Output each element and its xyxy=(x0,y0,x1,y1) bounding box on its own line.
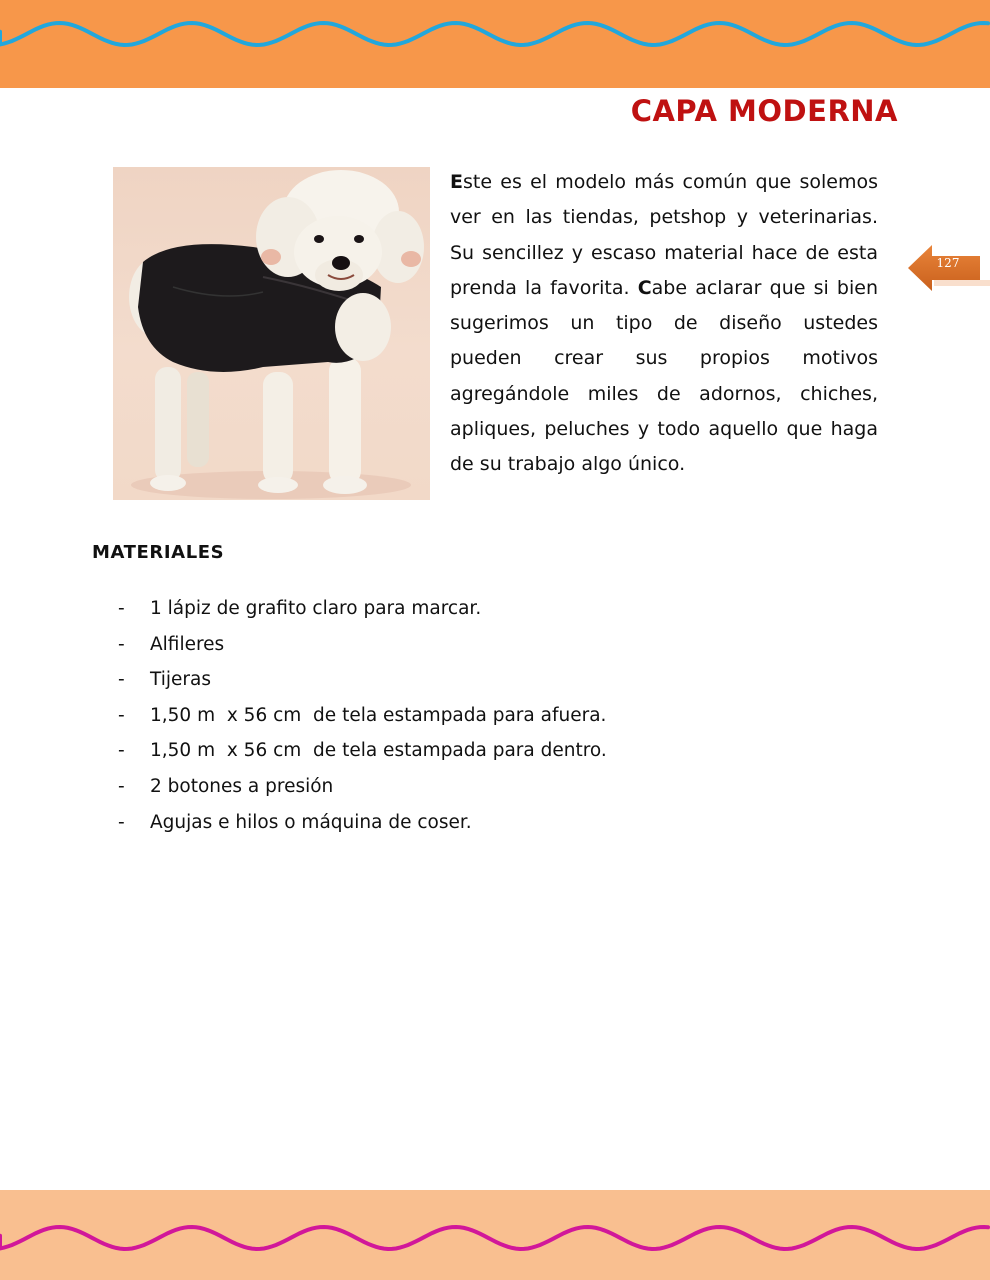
bullet-dash: - xyxy=(118,633,125,655)
material-text: Alfileres xyxy=(150,633,225,655)
page-number: 127 xyxy=(936,256,960,270)
list-item xyxy=(118,705,607,741)
bullet-dash: - xyxy=(118,704,125,726)
header-band xyxy=(0,0,990,88)
materials-heading: MATERIALES xyxy=(92,542,225,563)
intro-paragraph xyxy=(450,165,878,483)
list-item xyxy=(118,812,607,848)
dog-photo xyxy=(113,167,430,500)
bullet-dash: - xyxy=(118,740,125,762)
intro-text-part-2: abe aclarar que si bien sugerimos un tipo de diseño ustedes pueden crear sus propios motivos agregándole miles de adornos, chiches, apliques, peluches y todo aquello que haga de su trabajo algo único. xyxy=(450,276,878,476)
material-text: Agujas e hilos o máquina de coser. xyxy=(150,811,472,833)
list-item xyxy=(118,740,607,776)
page-title: CAPA MODERNA xyxy=(630,94,898,128)
material-text: Tijeras xyxy=(150,669,211,691)
list-item xyxy=(118,776,607,812)
list-item xyxy=(118,669,607,705)
bullet-dash: - xyxy=(118,598,125,619)
list-item xyxy=(118,634,607,670)
magenta-wave-decoration xyxy=(0,1190,990,1280)
material-text: 1,50 m x 56 cm de tela estampada para dentro. xyxy=(150,740,607,762)
blue-wave-decoration xyxy=(0,0,990,88)
materials-list xyxy=(118,598,607,847)
poodle-illustration xyxy=(113,167,430,500)
material-text: 1,50 m x 56 cm de tela estampada para afuera. xyxy=(150,704,607,726)
intro-text-part-1: ste es el modelo más común que solemos ver en las tiendas, petshop y veterinarias. Su sencillez y escaso material hace de esta prenda la favorita. xyxy=(450,171,878,299)
material-text: 1 lápiz de grafito claro para marcar. xyxy=(150,598,482,619)
list-item xyxy=(118,598,607,634)
bullet-dash: - xyxy=(118,669,125,691)
bullet-dash: - xyxy=(118,775,125,797)
material-text: 2 botones a presión xyxy=(150,775,334,797)
bullet-dash: - xyxy=(118,811,125,833)
drop-letter-e: E xyxy=(450,171,463,193)
footer-band xyxy=(0,1190,990,1280)
drop-letter-c: C xyxy=(637,276,652,299)
